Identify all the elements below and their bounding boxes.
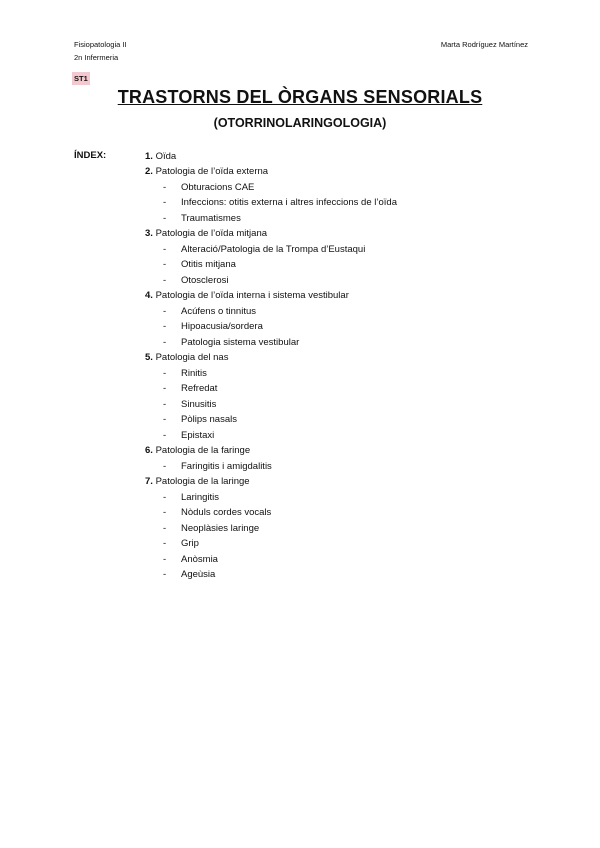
toc-subitem: [145, 428, 397, 444]
section-title: Patologia de la faringe: [155, 445, 251, 456]
toc-section: [145, 474, 397, 490]
bullet-dash: -: [163, 398, 167, 410]
subitem-label: Rinitis: [181, 367, 207, 379]
bullet-dash: -: [163, 414, 167, 425]
toc-subitem: [145, 381, 397, 397]
subitem-label: Obturacions CAE: [181, 181, 255, 193]
topic-tag: ST1: [74, 74, 88, 83]
bullet-dash: -: [163, 274, 167, 286]
toc-section: [145, 149, 397, 165]
header-left: [74, 38, 127, 64]
subitem-label: Infeccions: otitis externa i altres infeccions de l’oïda: [181, 197, 397, 208]
bullet-dash: -: [163, 569, 167, 580]
toc-section: [145, 288, 397, 304]
table-of-contents: [145, 149, 397, 583]
toc-subitem: [145, 304, 397, 320]
section-title: Patologia de la laringe: [155, 476, 250, 487]
section-number: 1.: [145, 150, 153, 162]
toc-subitem: [145, 459, 397, 475]
bullet-dash: -: [163, 429, 167, 441]
subitem-label: Otosclerosi: [181, 274, 229, 286]
toc-subitem: [145, 211, 397, 227]
author-name: Marta Rodríguez Martínez: [440, 40, 528, 49]
bullet-dash: -: [163, 305, 167, 317]
bullet-dash: -: [163, 460, 167, 472]
toc-subitem: [145, 412, 397, 428]
course-name: Fisiopatologia II: [74, 40, 127, 49]
bullet-dash: -: [163, 321, 167, 332]
subitem-label: Alteració/Patologia de la Trompa d’Eustaqui: [181, 243, 366, 255]
section-title: Patologia de l’oïda externa: [155, 166, 269, 177]
bullet-dash: -: [163, 212, 167, 224]
section-number: 5.: [145, 352, 153, 363]
toc-section: [145, 226, 397, 242]
subitem-label: Laringitis: [181, 491, 220, 503]
bullet-dash: -: [163, 538, 167, 549]
section-number: 3.: [145, 228, 153, 239]
subitem-label: Patologia sistema vestibular: [181, 336, 300, 348]
index-label: ÍNDEX:: [74, 150, 107, 161]
bullet-dash: -: [163, 522, 167, 534]
bullet-dash: -: [163, 491, 167, 503]
subitem-label: Neoplàsies laringe: [181, 522, 260, 534]
section-number: 6.: [145, 445, 153, 456]
bullet-dash: -: [163, 197, 167, 208]
toc-subitem: [145, 505, 397, 521]
toc-section: [145, 164, 397, 180]
section-title: Patologia de l’oïda interna i sistema vestibular: [155, 290, 349, 301]
bullet-dash: -: [163, 383, 167, 394]
bullet-dash: -: [163, 507, 167, 518]
section-number: 2.: [145, 166, 153, 177]
page-title: TRASTORNS DEL ÒRGANS SENSORIALS: [117, 87, 483, 107]
bullet-dash: -: [163, 367, 167, 379]
toc-subitem: [145, 397, 397, 413]
bullet-dash: -: [163, 553, 167, 565]
toc-subitem: [145, 567, 397, 583]
section-title: Patologia de l’oïda mitjana: [155, 228, 268, 239]
toc-subitem: [145, 335, 397, 351]
subitem-label: Faringitis i amigdalitis: [181, 460, 272, 472]
section-number: 4.: [145, 290, 153, 301]
subitem-label: Ageùsia: [181, 569, 216, 580]
subitem-label: Acúfens o tinnitus: [181, 305, 256, 317]
course-year: 2n Infermeria: [74, 53, 119, 62]
subitem-label: Anòsmia: [181, 553, 218, 565]
page-subtitle: (OTORRINOLARINGOLOGIA): [213, 116, 387, 130]
toc-subitem: [145, 257, 397, 273]
subitem-label: Pòlips nasals: [181, 414, 237, 425]
toc-subitem: [145, 180, 397, 196]
bullet-dash: -: [163, 181, 167, 193]
subitem-label: Grip: [181, 538, 199, 549]
subitem-label: Otitis mitjana: [181, 259, 236, 270]
toc-section: [145, 350, 397, 366]
section-title: Oïda: [155, 150, 177, 162]
subitem-label: Epistaxi: [181, 429, 215, 441]
subitem-label: Traumatismes: [181, 212, 241, 224]
subitem-label: Nòduls cordes vocals: [181, 507, 272, 518]
toc-subitem: [145, 273, 397, 289]
toc-subitem: [145, 242, 397, 258]
toc-subitem: [145, 366, 397, 382]
toc-subitem: [145, 521, 397, 537]
subitem-label: Sinusitis: [181, 398, 217, 410]
bullet-dash: -: [163, 259, 167, 270]
bullet-dash: -: [163, 336, 167, 348]
toc-subitem: [145, 195, 397, 211]
toc-subitem: [145, 552, 397, 568]
bullet-dash: -: [163, 243, 167, 255]
subitem-label: Refredat: [181, 383, 218, 394]
toc-section: [145, 443, 397, 459]
section-title: Patologia del nas: [155, 352, 229, 363]
toc-subitem: [145, 490, 397, 506]
subitem-label: Hipoacusia/sordera: [181, 321, 263, 332]
toc-subitem: [145, 319, 397, 335]
section-number: 7.: [145, 476, 153, 487]
toc-subitem: [145, 536, 397, 552]
